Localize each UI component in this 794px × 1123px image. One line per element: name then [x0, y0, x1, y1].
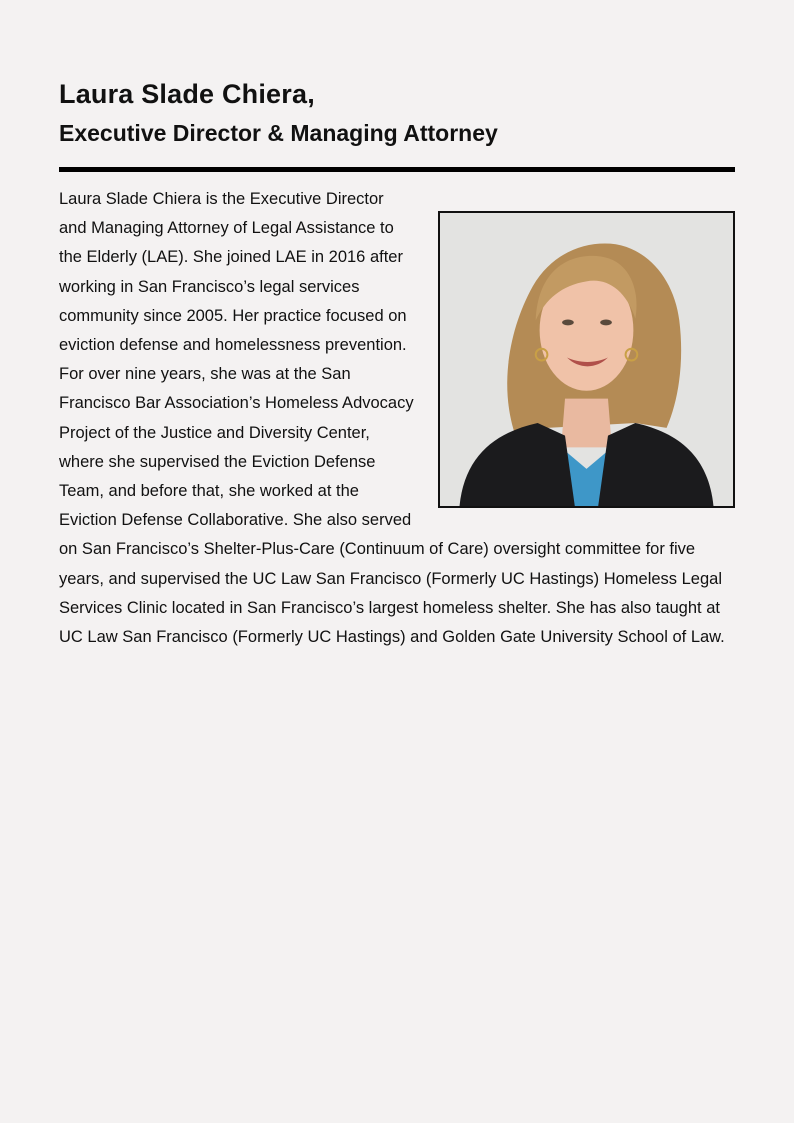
person-title: Executive Director & Managing Attorney	[59, 120, 498, 146]
portrait-photo	[438, 211, 735, 508]
left-eye	[562, 319, 574, 325]
bio-section	[59, 185, 735, 652]
right-eye	[600, 319, 612, 325]
person-name: Laura Slade Chiera,	[59, 79, 315, 109]
portrait-illustration	[440, 213, 733, 506]
header-divider	[59, 167, 735, 172]
bio-text: Laura Slade Chiera is the Executive Director and Managing Attorney of Legal Assistance to the Elderly (LAE). She joined LAE in 2016 after working in San Francisco’s legal services community since 2005. Her practice focused on eviction defense and homelessness prevention. For over nine years, she was at the San Francisco Bar Association’s Homeless Advocacy Project of the Justice and Diversity Center, where she supervised the Eviction Defense Team, and before that, she worked at the Eviction Defense Collaborative. She also served on San Francisco’s Shelter-Plus-Care (Continuum of Care) oversight committee for five years, and supervised the UC Law San Francisco (Formerly UC Hastings) Homeless Legal Services Clinic located in San Francisco’s largest homeless shelter. She has also taught at UC Law San Francisco (Formerly UC Hastings) and Golden Gate University School of Law.	[59, 190, 725, 647]
neck	[561, 399, 612, 448]
